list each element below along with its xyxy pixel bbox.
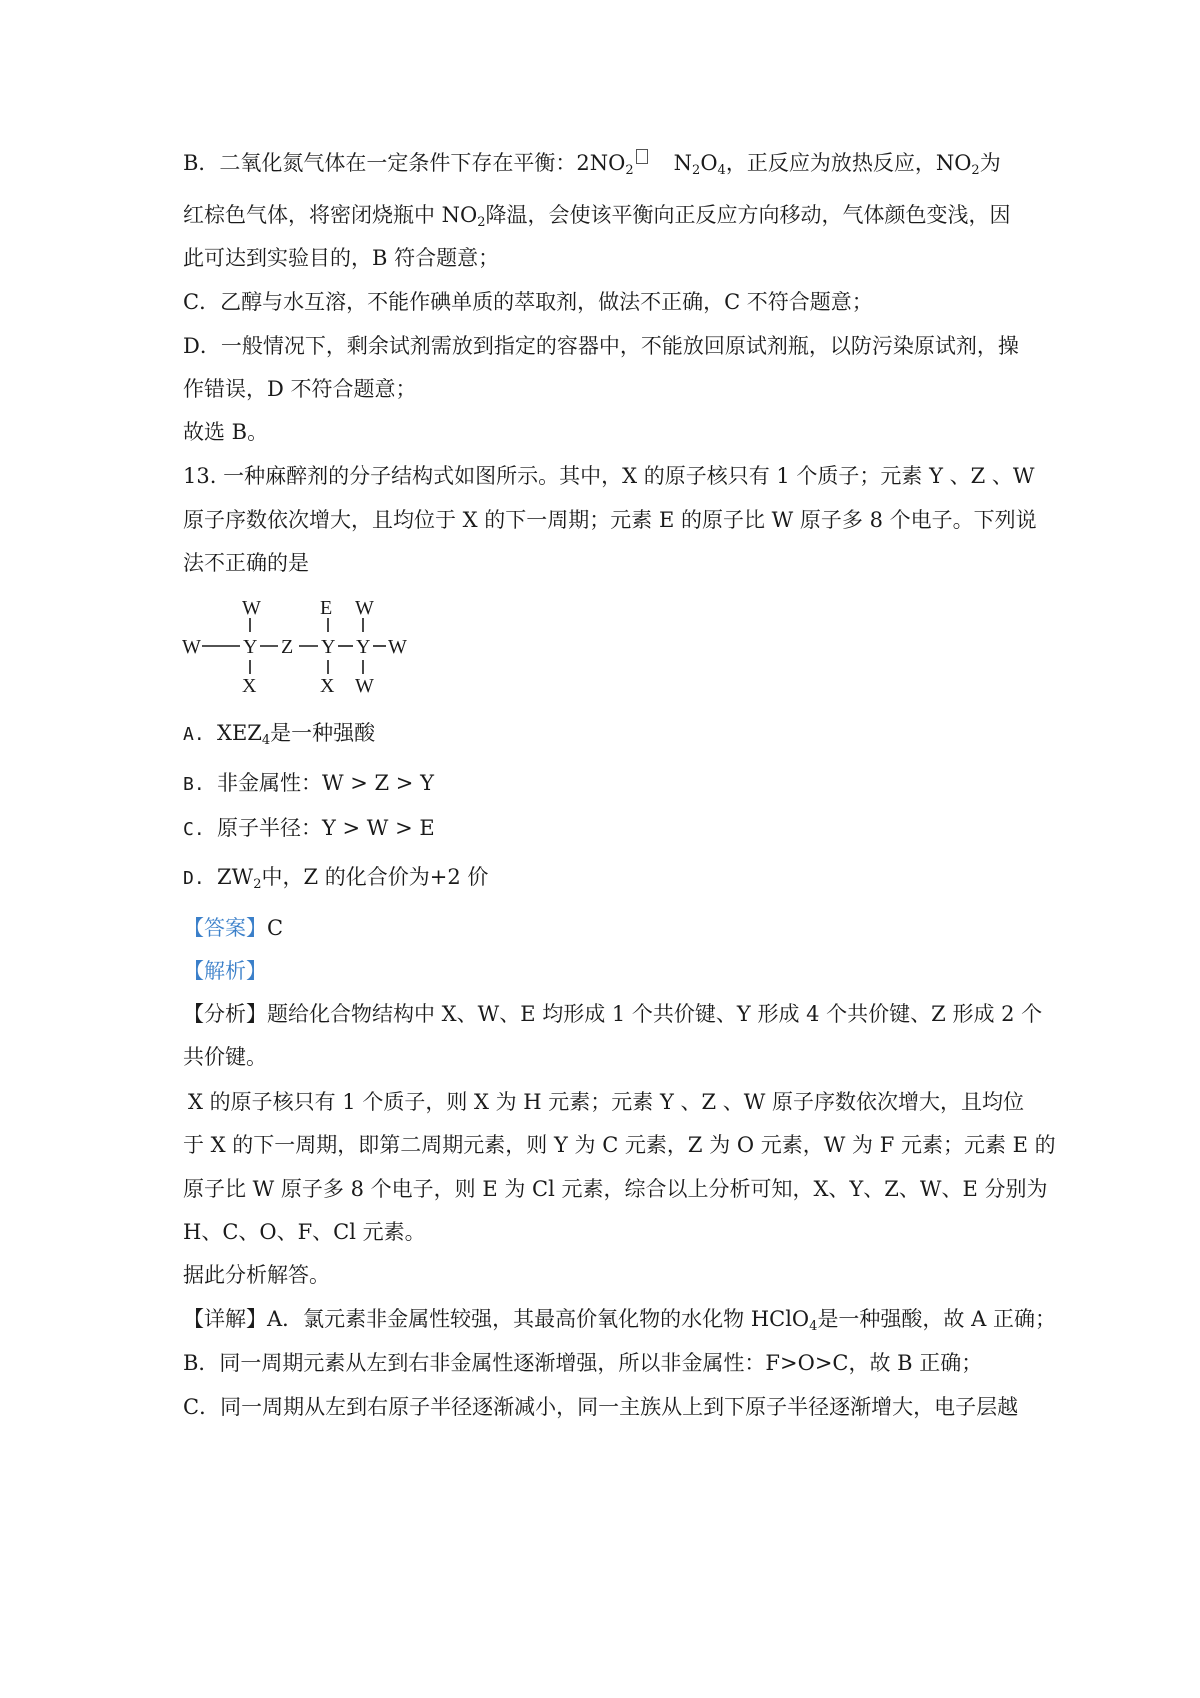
analysis-line-1: 【分析】题给化合物结构中 X、W、E 均形成 1 个共价键、Y 形成 4 个共价键、Z 形成 2 个 bbox=[183, 1002, 1043, 1026]
question-13-line-3: 法不正确的是 bbox=[183, 551, 309, 575]
option-d-explanation-line-2: 作错误，D 不符合题意； bbox=[183, 377, 417, 401]
option-b-explanation-line-3: 此可达到实验目的，B 符合题意； bbox=[183, 246, 500, 270]
option-b-explanation-line-1: B．二氧化氮气体在一定条件下存在平衡：$2NO_2$ $N_2O_4$，正反应为放热反应，$NO_2$为 bbox=[183, 151, 1001, 178]
atom-w-left: W bbox=[182, 636, 201, 658]
detail-a-line: 【详解】A．氯元素非金属性较强，其最高价氧化物的水化物 HClO$_4$是一种强酸，故 A 正确； bbox=[183, 1307, 1056, 1334]
atom-x-bottom-left: X bbox=[242, 675, 257, 697]
detail-b-line: B．同一周期元素从左到右非金属性逐渐增强，所以非金属性：F>O>C，故 B 正确； bbox=[183, 1351, 983, 1375]
atom-y-3: Y bbox=[356, 636, 371, 658]
analysis-line-2: 共价键。 bbox=[183, 1045, 267, 1069]
question-13-line-2: 原子序数依次增大，且均位于 X 的下一周期；元素 E 的原子比 W 原子多 8 个电子。下列说 bbox=[183, 508, 1037, 532]
detail-c-line: C．同一周期从左到右原子半径逐渐减小，同一主族从上到下原子半径逐渐增大，电子层越 bbox=[183, 1395, 1019, 1419]
option-c-explanation: C．乙醇与水互溶，不能作碘单质的萃取剂，做法不正确，C 不符合题意； bbox=[183, 290, 873, 314]
molecular-structure-diagram bbox=[182, 592, 428, 712]
atom-y-1: Y bbox=[243, 636, 258, 658]
option-b-explanation-line-2: 红棕色气体，将密闭烧瓶中 $NO_2$降温，会使该平衡向正反应方向移动，气体颜色变浅，因 bbox=[183, 203, 1011, 230]
atom-w-bottom-right: W bbox=[355, 675, 374, 697]
answer-line bbox=[183, 913, 283, 943]
atom-w-right: W bbox=[388, 636, 407, 658]
option-d: D. $ZW_2$中，Z 的化合价为+2 价 bbox=[183, 865, 489, 892]
equilibrium-arrow-glyph bbox=[636, 149, 648, 164]
option-d-explanation-line-1: D．一般情况下，剩余试剂需放到指定的容器中，不能放回原试剂瓶，以防污染原试剂，操 bbox=[183, 334, 1019, 358]
atom-z: Z bbox=[281, 636, 294, 658]
atom-y-2: Y bbox=[321, 636, 336, 658]
analysis-line-3: X 的原子核只有 1 个质子，则 X 为 H 元素；元素 Y 、Z 、W 原子序数依次增大，且均位 bbox=[188, 1090, 1025, 1114]
atom-e-top: E bbox=[320, 597, 333, 619]
answer-label: 【答案】 bbox=[183, 916, 267, 940]
atom-w-top-right: W bbox=[355, 597, 374, 619]
analysis-line-4: 于 X 的下一周期，即第二周期元素，则 Y 为 C 元素，Z 为 O 元素，W 为 F 元素；元素 E 的 bbox=[183, 1133, 1056, 1157]
analysis-label: 【解析】 bbox=[183, 959, 267, 983]
question-13-line-1: 13. 一种麻醉剂的分子结构式如图所示。其中，X 的原子核只有 1 个质子；元素 Y 、Z 、W bbox=[183, 464, 1035, 488]
atom-x-bottom-mid: X bbox=[320, 675, 335, 697]
atom-w-top-left: W bbox=[242, 597, 261, 619]
analysis-line-5: 原子比 W 原子多 8 个电子，则 E 为 Cl 元素，综合以上分析可知，X、Y、Z、W、E 分别为 bbox=[183, 1177, 1048, 1201]
answer-value: C bbox=[267, 916, 284, 940]
option-c: C. 原子半径：Y > W > E bbox=[183, 816, 435, 840]
analysis-line-6: H、C、O、F、Cl 元素。 bbox=[183, 1220, 426, 1244]
option-a: A. $XEZ_4$是一种强酸 bbox=[183, 721, 376, 748]
option-b: B. 非金属性：W > Z > Y bbox=[183, 771, 434, 795]
analysis-line-7: 据此分析解答。 bbox=[183, 1263, 330, 1287]
select-answer-line: 故选 B。 bbox=[183, 420, 269, 444]
